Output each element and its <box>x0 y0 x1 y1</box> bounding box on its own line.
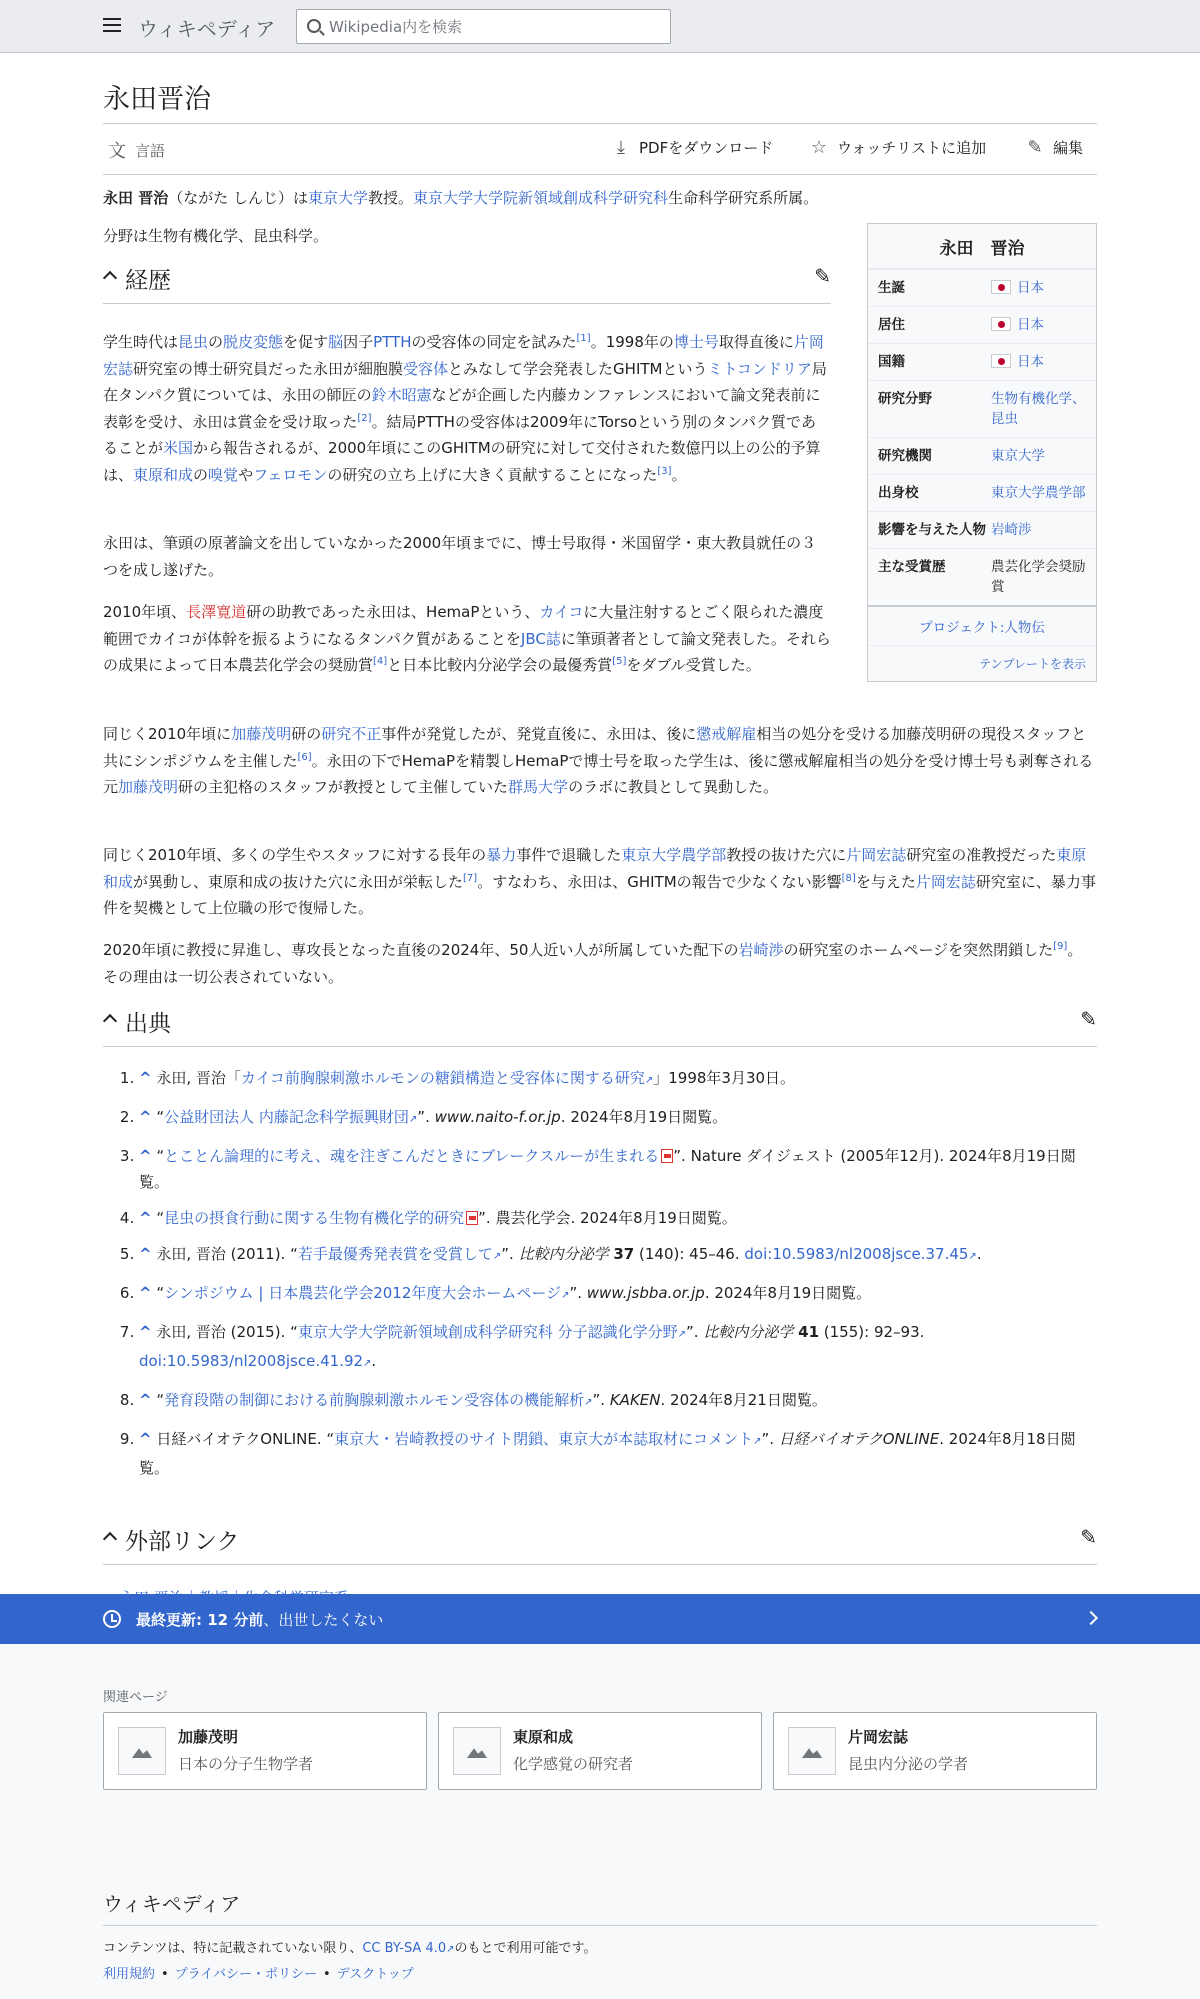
japan-flag-icon <box>991 280 1011 294</box>
link[interactable]: 東京大学農学部 <box>991 485 1086 501</box>
header-bar <box>0 0 1200 53</box>
privacy-link[interactable]: プライバシー・ポリシー <box>174 1967 318 1982</box>
external-link-icon: ↗ <box>584 1397 593 1408</box>
infobox-row: 生誕 日本 <box>868 269 1096 306</box>
external-link-icon: ↗ <box>446 1944 455 1955</box>
pencil-icon[interactable]: ✎ <box>814 264 831 288</box>
footer-license: コンテンツは、特に記載されていない限り、CC BY-SA 4.0↗のもとで利用可能です。 <box>103 1941 597 1956</box>
section-header-refs[interactable]: 出典 ✎ <box>103 1003 1097 1047</box>
career-paragraph-6: 2020年頃に教授に昇進し、専攻長となった直後の2024年、50人近い人が所属していた配下の岩崎渉の研究室のホームページを突然閉鎖した[9]。その理由は一切公表されていない。 <box>103 941 1083 986</box>
page-toolbar <box>103 123 1097 175</box>
infobox-title: 永田 晋治 <box>868 224 1096 269</box>
list-item: 5. ^ 永田, 晋治 (2011). “若手最優秀発表賞を受賞して↗”. 比較内分泌学 37 (140): 45–46. doi:10.5983/nl2008jsce.37.45↗. <box>139 1241 1097 1270</box>
infobox-row: 主な受賞歴 農芸化学会奨励賞 <box>868 548 1096 605</box>
image-placeholder-icon <box>788 1727 836 1775</box>
related-card[interactable]: 加藤茂明 日本の分子生物学者 <box>103 1712 427 1790</box>
career-paragraph-3: 2010年頃、長澤寛道研の助教であった永田は、HemaPという、カイコに大量注射するとごく限られた濃度範囲でカイコが体幹を振るようになるタンパク質があることをJBC誌に筆頭著者として論文発表した。それらの成果によって日本農芸化学会の奨励賞[4]と日本比較内分泌学会の最優秀賞[5]をダブル受賞した。 <box>103 603 831 674</box>
search-icon <box>307 19 321 33</box>
pencil-icon[interactable]: ✎ <box>1080 1007 1097 1031</box>
link[interactable]: 東京大学大学院新領域創成科学研究科 <box>413 189 669 207</box>
image-placeholder-icon <box>453 1727 501 1775</box>
pdf-icon <box>661 1149 673 1163</box>
list-item: 4. ^ “昆虫の摂食行動に関する生物有機化学的研究 ”. 農芸化学会. 2024年8月19日閲覧。 <box>139 1205 1097 1231</box>
link[interactable]: 日本 <box>1017 280 1044 296</box>
pencil-icon: ✎ <box>1027 137 1043 158</box>
link[interactable]: 岩崎渉 <box>991 522 1032 538</box>
download-icon: ⤓ <box>617 137 625 158</box>
list-item: 8. ^ “発育段階の制御における前胸腺刺激ホルモン受容体の機能解析↗”. KAKEN. 2024年8月21日閲覧。 <box>139 1387 1097 1416</box>
career-paragraph-5: 同じく2010年頃、多くの学生やスタッフに対する長年の暴力事件で退職した東京大学農学部教授の抜けた穴に片岡宏誌研究室の准教授だった東原和成が異動し、東原和成の抜けた穴に永田が栄転した[7]。すなわち、永田は、GHITMの報告で少なくない影響[8]を与えた片岡宏誌研究室に、暴力事件を契機として上位職の形で復帰した。 <box>103 846 1096 917</box>
wordmark[interactable]: ウィキペディア <box>138 17 276 41</box>
list-item: 3. ^ “とことん論理的に考え、魂を注ぎこんだときにブレークスルーが生まれる ”. Nature ダイジェスト (2005年12月). 2024年8月19日閲覧。 <box>139 1143 1097 1195</box>
infobox-row: 研究機関 東京大学 <box>868 437 1096 474</box>
external-link-icon: ↗ <box>492 1251 502 1262</box>
pdf-download-button[interactable]: ⤓ PDFをダウンロード <box>611 137 773 158</box>
terms-link[interactable]: 利用規約 <box>103 1967 156 1982</box>
watchlist-button[interactable]: ☆ ウォッチリストに追加 <box>810 137 987 158</box>
external-link-icon: ↗ <box>753 1436 762 1447</box>
japan-flag-icon <box>991 317 1011 331</box>
list-item: 6. ^ “シンポジウム | 日本農芸化学会2012年度大会ホームページ↗”. www.jsbba.or.jp. 2024年8月19日閲覧。 <box>139 1280 1097 1309</box>
footer-divider <box>103 1925 1097 1926</box>
list-item: 2. ^ “公益財団法人 内藤記念科学振興財団↗”. www.naito-f.or.jp. 2024年8月19日閲覧。 <box>139 1104 1097 1133</box>
section-header-career[interactable]: 経歴 ✎ <box>103 260 831 304</box>
related-pages-label: 関連ページ <box>103 1690 168 1705</box>
link[interactable]: 日本 <box>1017 354 1044 370</box>
image-placeholder-icon <box>118 1727 166 1775</box>
language-button[interactable]: 文 言語 <box>107 137 165 163</box>
career-paragraph-2: 永田は、筆頭の原著論文を出していなかった2000年頃までに、博士号取得・米国留学・東大教員就任の３つを成し遂げた。 <box>103 534 817 579</box>
edit-button[interactable]: ✎ 編集 <box>1025 137 1083 158</box>
infobox-row: 研究分野 生物有機化学、昆虫 <box>868 380 1096 437</box>
external-link-icon: ↗ <box>968 1251 977 1262</box>
language-icon: 文 <box>108 141 126 162</box>
external-link-icon: ↗ <box>677 1329 687 1340</box>
template-link[interactable]: テンプレートを表示 <box>979 657 1086 671</box>
career-paragraph-4: 同じく2010年頃に加藤茂明研の研究不正事件が発覚したが、発覚直後に、永田は、後に懲戒解雇相当の処分を受ける加藤茂明研の現役スタッフと共にシンポジウムを主催した[6]。永田の下でHemaPを精製しHemaPで博士号を取った学生は、後に懲戒解雇相当の処分を受け博士号も剥奪される元加藤茂明研の主犯格のスタッフが教授として主催していた群馬大学のラボに教員として異動した。 <box>103 725 1094 796</box>
field-paragraph: 分野は生物有機化学、昆虫科学。 <box>103 227 329 245</box>
related-card[interactable]: 片岡宏誌 昆虫内分泌の学者 <box>773 1712 1097 1790</box>
link[interactable]: 東京大学 <box>308 189 369 207</box>
last-updated-banner[interactable]: 最終更新: 12 分前、出世したくない <box>0 1594 1200 1644</box>
chevron-up-icon <box>103 1532 117 1546</box>
pdf-icon <box>466 1211 478 1225</box>
list-item: 1. ^ 永田, 晋治「カイコ前胸腺刺激ホルモンの糖鎖構造と受容体に関する研究↗」1998年3月30日。 <box>139 1065 1097 1094</box>
infobox-row: 居住 日本 <box>868 306 1096 343</box>
related-card[interactable]: 東原和成 化学感覚の研究者 <box>438 1712 762 1790</box>
list-item: 9. ^ 日経バイオテクONLINE. “東京大・岩崎教授のサイト閉鎖、東京大が本誌取材にコメント↗”. 日経バイオテクONLINE. 2024年8月18日閲覧。 <box>139 1426 1097 1481</box>
career-paragraph-1: 学生時代は昆虫の脱皮変態を促す脳因子PTTHの受容体の同定を試みた[1]。1998年の博士号取得直後に片岡宏誌研究室の博士研究員だった永田が細胞膜受容体とみなして学会発表したGHITMというミトコンドリア局在タンパク質については、永田の師匠の鈴木昭憲などが企画した内藤カンファレンスにおいて論文発表前に表彰を受け、永田は賞金を受け取った[2]。結局PTTHの受容体は2009年にTorsoという別のタンパク質であることが米国から報告されるが、2000年頃にこのGHITMの研究に対して交付された数億円以上の公的予算は、東原和成の嗅覚やフェロモンの研究の立ち上げに大きく貢献することになった[3]。 <box>103 333 827 484</box>
infobox <box>867 223 1097 682</box>
external-link-icon: ↗ <box>408 1114 418 1125</box>
link[interactable]: 日本 <box>1017 317 1044 333</box>
star-icon: ☆ <box>810 137 828 158</box>
section-header-links[interactable]: 外部リンク ✎ <box>103 1521 1097 1565</box>
project-link[interactable]: プロジェクト:人物伝 <box>919 620 1045 636</box>
pencil-icon[interactable]: ✎ <box>1080 1525 1097 1549</box>
link[interactable]: 生物有機化学、昆虫 <box>991 391 1086 427</box>
history-icon <box>103 1610 121 1628</box>
page-title: 永田晋治 <box>103 84 211 115</box>
chevron-up-icon <box>103 1014 117 1028</box>
external-link-icon: ↗ <box>561 1290 570 1301</box>
external-link-icon: ↗ <box>644 1075 654 1086</box>
chevron-right-icon <box>1084 1611 1098 1625</box>
menu-icon[interactable] <box>103 18 121 32</box>
infobox-row: 影響を与えた人物 岩崎渉 <box>868 511 1096 548</box>
chevron-up-icon <box>103 271 117 285</box>
link[interactable]: 東京大学 <box>991 448 1045 464</box>
infobox-row: 出身校 東京大学農学部 <box>868 474 1096 511</box>
japan-flag-icon <box>991 354 1011 368</box>
lead-paragraph: 永田 晋治（ながた しんじ）は東京大学教授。東京大学大学院新領域創成科学研究科生命科学研究系所属。 <box>103 189 819 207</box>
desktop-link[interactable]: デスクトップ <box>336 1967 414 1982</box>
list-item: 7. ^ 永田, 晋治 (2015). “東京大学大学院新領域創成科学研究科 分子認識化学分野↗”. 比較内分泌学 41 (155): 92–93. doi:10.5983/nl2008jsce.41.92↗. <box>139 1319 1097 1377</box>
search-box[interactable] <box>296 9 671 44</box>
search-input[interactable] <box>329 14 659 40</box>
infobox-row: 国籍 日本 <box>868 343 1096 380</box>
footer-wordmark: ウィキペディア <box>103 1892 241 1916</box>
footer-links: 利用規約 • プライバシー・ポリシー • デスクトップ <box>103 1967 414 1982</box>
external-link-icon: ↗ <box>363 1358 372 1369</box>
references-list <box>103 1065 1097 1491</box>
